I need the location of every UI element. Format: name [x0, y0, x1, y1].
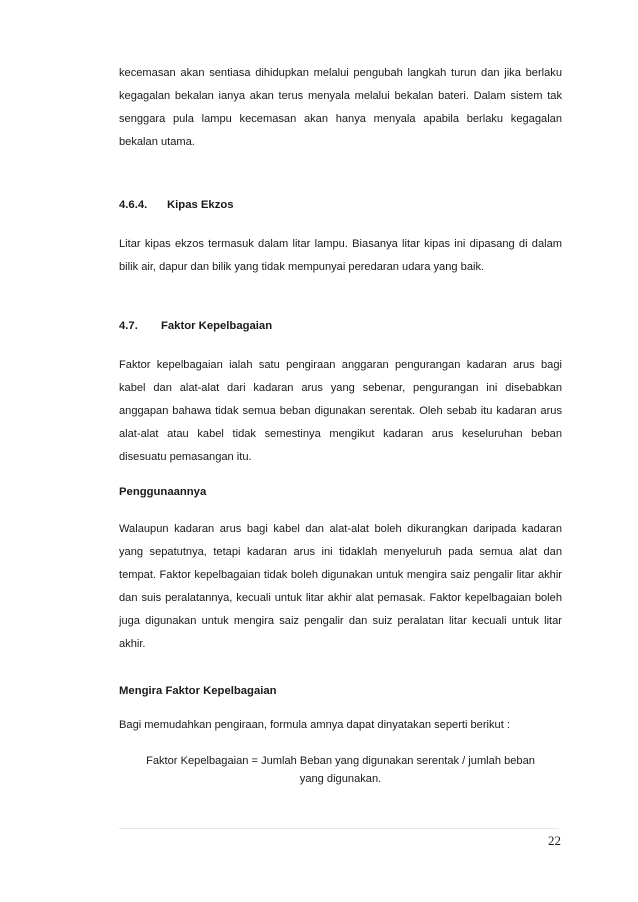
section-heading-faktor-kepelbagaian: [119, 318, 562, 334]
paragraph-faktor-kepelbagaian: Faktor kepelbagaian ialah satu pengiraan anggaran pengurangan kadaran arus bagi kabel dan alat-alat dari kadaran arus yang sebenar, pengurangan ini disebabkan anggapan bahawa tidak semua beban digunakan serentak. Oleh sebab itu kadaran arus alat-alat atau kabel tidak semestinya mengikut kadaran arus keseluruhan beban disesuatu pemasangan itu.: [119, 359, 562, 463]
heading-mengira: Mengira Faktor Kepelbagaian: [119, 685, 277, 697]
section-title: Faktor Kepelbagaian: [161, 320, 273, 332]
section-heading-kipas-ekzos: [119, 197, 562, 213]
section-number: 4.7.: [119, 320, 138, 332]
section-title: Kipas Ekzos: [167, 199, 234, 211]
paragraph-mengira: Bagi memudahkan pengiraan, formula amnya dapat dinyatakan seperti berikut :: [119, 719, 510, 731]
paragraph-penggunaannya: Walaupun kadaran arus bagi kabel dan alat-alat boleh dikurangkan daripada kadaran yang sepatutnya, tetapi kadaran arus ini tidaklah menyeluruh pada semua alat dan tempat. Faktor kepelbagaian tidak boleh digunakan untuk mengira saiz pengalir litar akhir dan suis peralatannya, kecuali untuk litar akhir alat pemasak. Faktor kepelbagaian boleh juga digunakan untuk mengira saiz pengalir dan suiz peralatan litar kecuali untuk litar akhir.: [119, 523, 562, 650]
section-number: 4.6.4.: [119, 199, 148, 211]
page-number: 22: [548, 833, 561, 848]
formula-line-2: yang digunakan.: [299, 773, 382, 785]
paragraph-intro: kecemasan akan sentiasa dihidupkan melalui pengubah langkah turun dan jika berlaku kegagalan bekalan ianya akan terus menyala melalui bekalan bateri. Dalam sistem tak senggara pula lampu kecemasan akan hanya menyala apabila berlaku kegagalan bekalan utama.: [119, 67, 562, 148]
heading-penggunaannya: Penggunaannya: [119, 486, 207, 498]
formula-line-1: Faktor Kepelbagaian = Jumlah Beban yang digunakan serentak / jumlah beban: [146, 755, 535, 767]
paragraph-kipas-ekzos: Litar kipas ekzos termasuk dalam litar lampu. Biasanya litar kipas ini dipasang di dalam bilik air, dapur dan bilik yang tidak mempunyai peredaran udara yang baik.: [119, 238, 562, 273]
footer-divider: [119, 828, 559, 829]
formula: [119, 752, 562, 788]
